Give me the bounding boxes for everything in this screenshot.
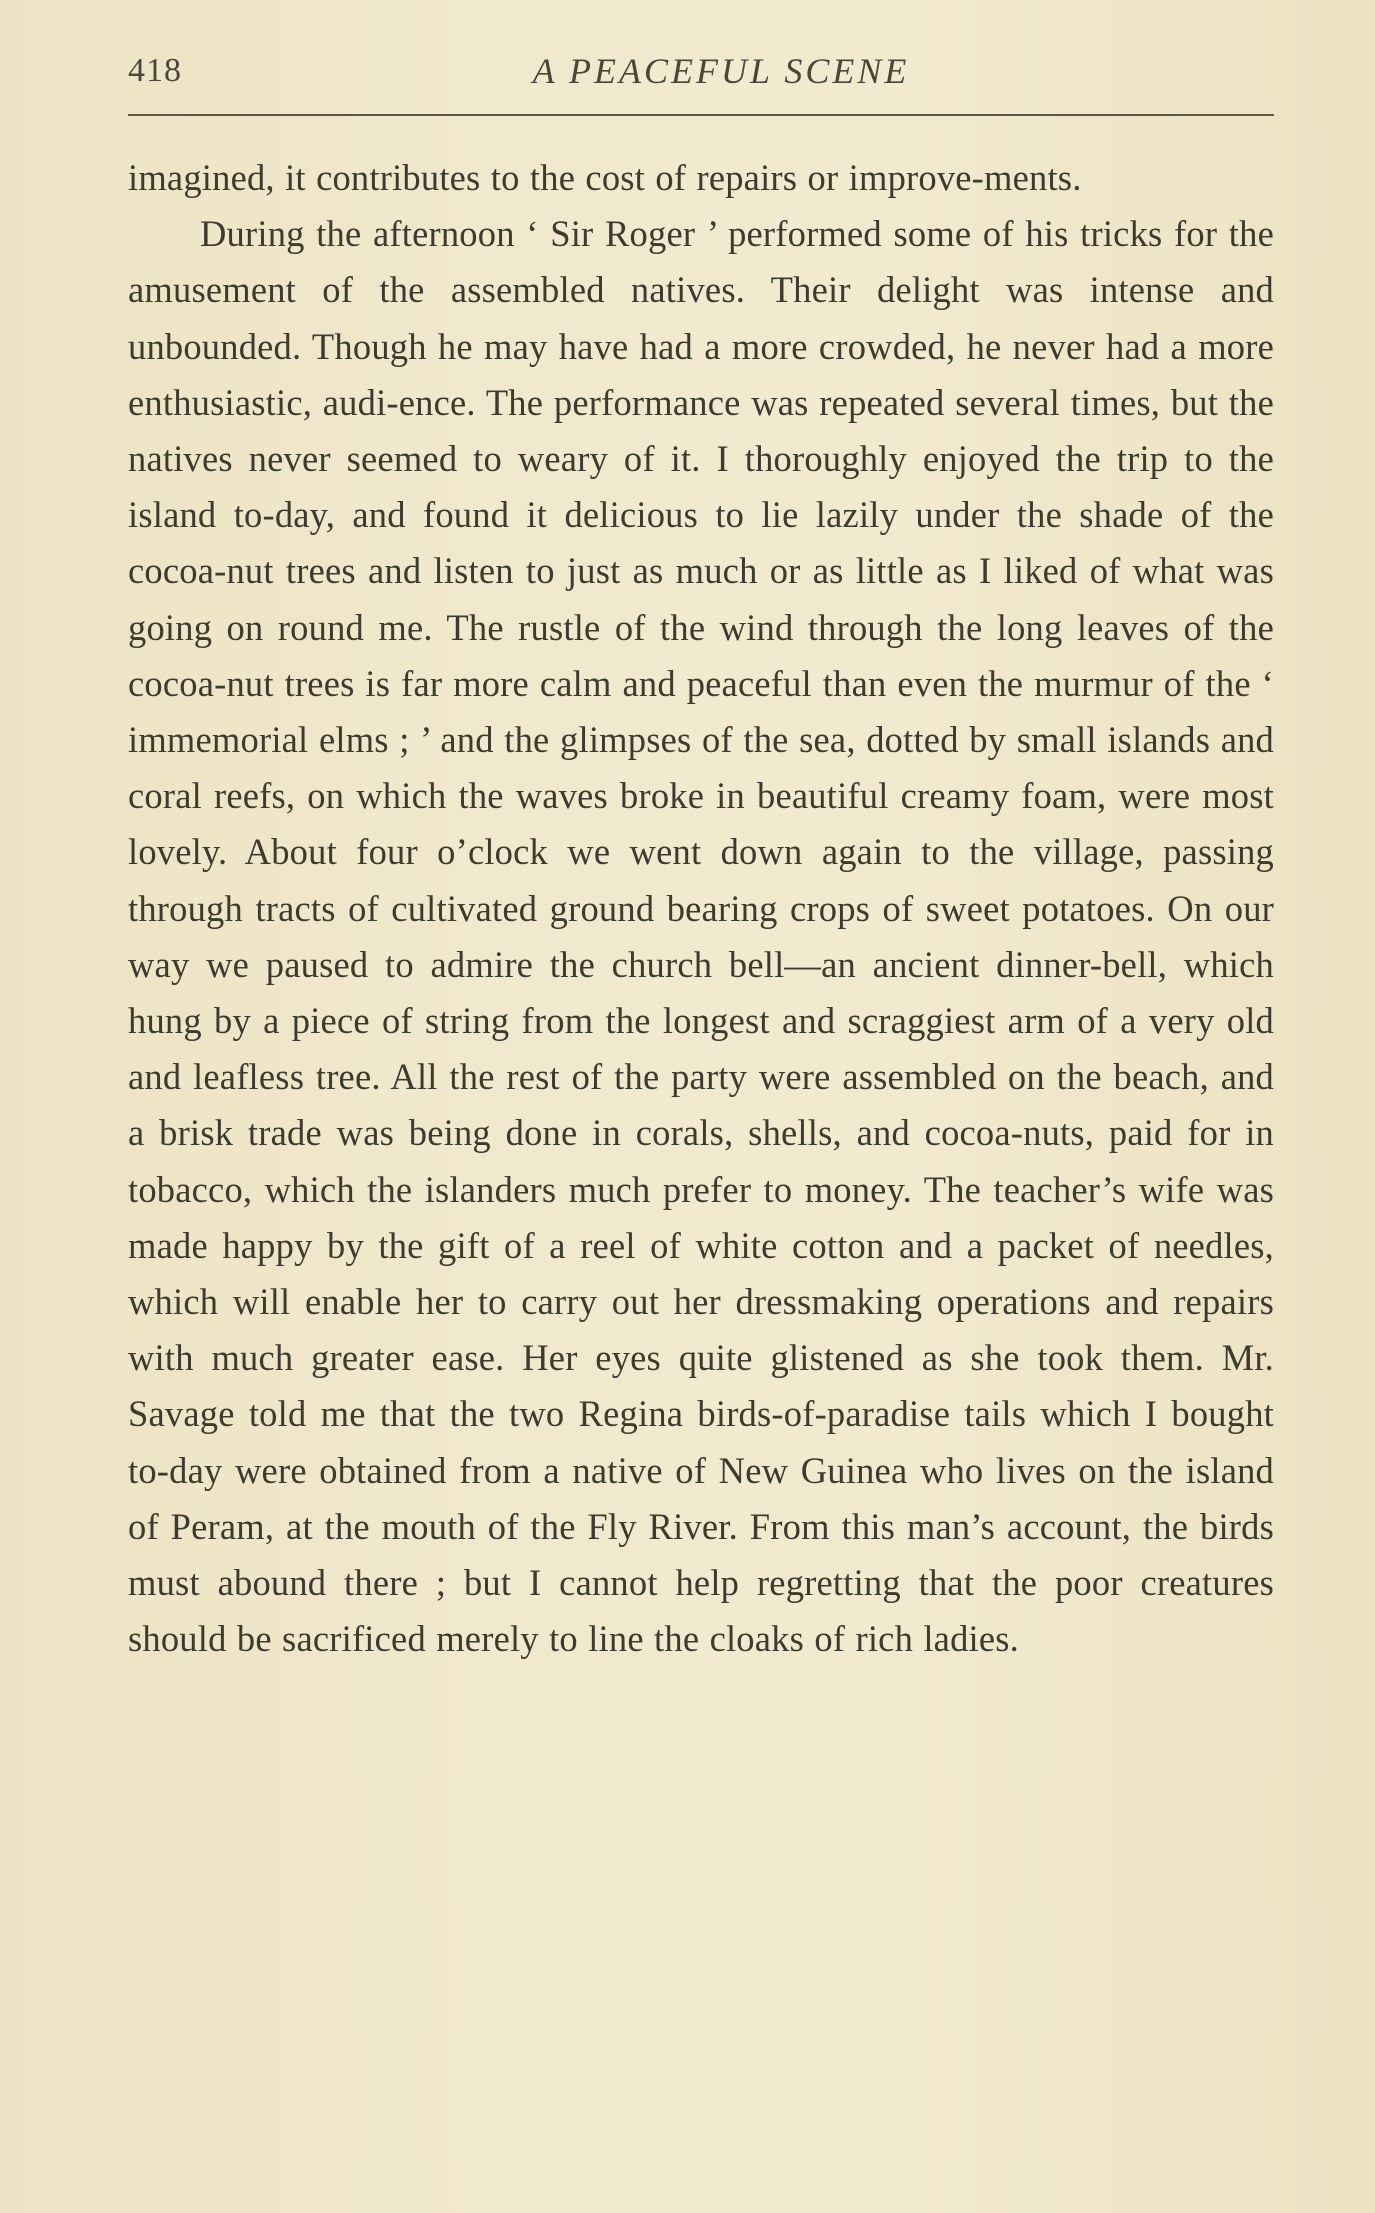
body-text — [128, 150, 1274, 1667]
header-rule — [128, 114, 1274, 116]
paragraph-continuation: imagined, it contributes to the cost of repairs or improve-ments. — [128, 157, 1082, 198]
paragraph: During the afternoon ‘ Sir Roger ’ performed some of his tricks for the amusement of the assembled natives. Their delight was intense and unbounded. Though he may have had a more crowded, he never had a more enthusiastic, audi-ence. The performance was repeated several times, but the natives never seemed to weary of it. I thoroughly enjoyed the trip to the island to-day, and found it delicious to lie lazily under the shade of the cocoa-nut trees and listen to just as much or as little as I liked of what was going on round me. The rustle of the wind through the long leaves of the cocoa-nut trees is far more calm and peaceful than even the murmur of the ‘ immemorial elms ; ’ and the glimpses of the sea, dotted by small islands and coral reefs, on which the waves broke in beautiful creamy foam, were most lovely. About four o’clock we went down again to the village, passing through tracts of cultivated ground bearing crops of sweet potatoes. On our way we paused to admire the church bell—an ancient dinner-bell, which hung by a piece of string from the longest and scraggiest arm of a very old and leafless tree. All the rest of the party were assembled on the beach, and a brisk trade was being done in corals, shells, and cocoa-nuts, paid for in tobacco, which the islanders much prefer to money. The teacher’s wife was made happy by the gift of a reel of white cotton and a packet of needles, which will enable her to carry out her dressmaking operations and repairs with much greater ease. Her eyes quite glistened as she took them. Mr. Savage told me that the two Regina birds-of-paradise tails which I bought to-day were obtained from a native of New Guinea who lives on the island of Peram, at the mouth of the Fly River. From this man’s account, the birds must abound there ; but I cannot help regretting that the poor creatures should be sacrificed merely to line the cloaks of rich ladies. — [128, 213, 1274, 1660]
page-number: 418 — [128, 52, 182, 89]
running-head — [128, 48, 1274, 104]
running-title: A PEACEFUL SCENE — [532, 51, 910, 91]
